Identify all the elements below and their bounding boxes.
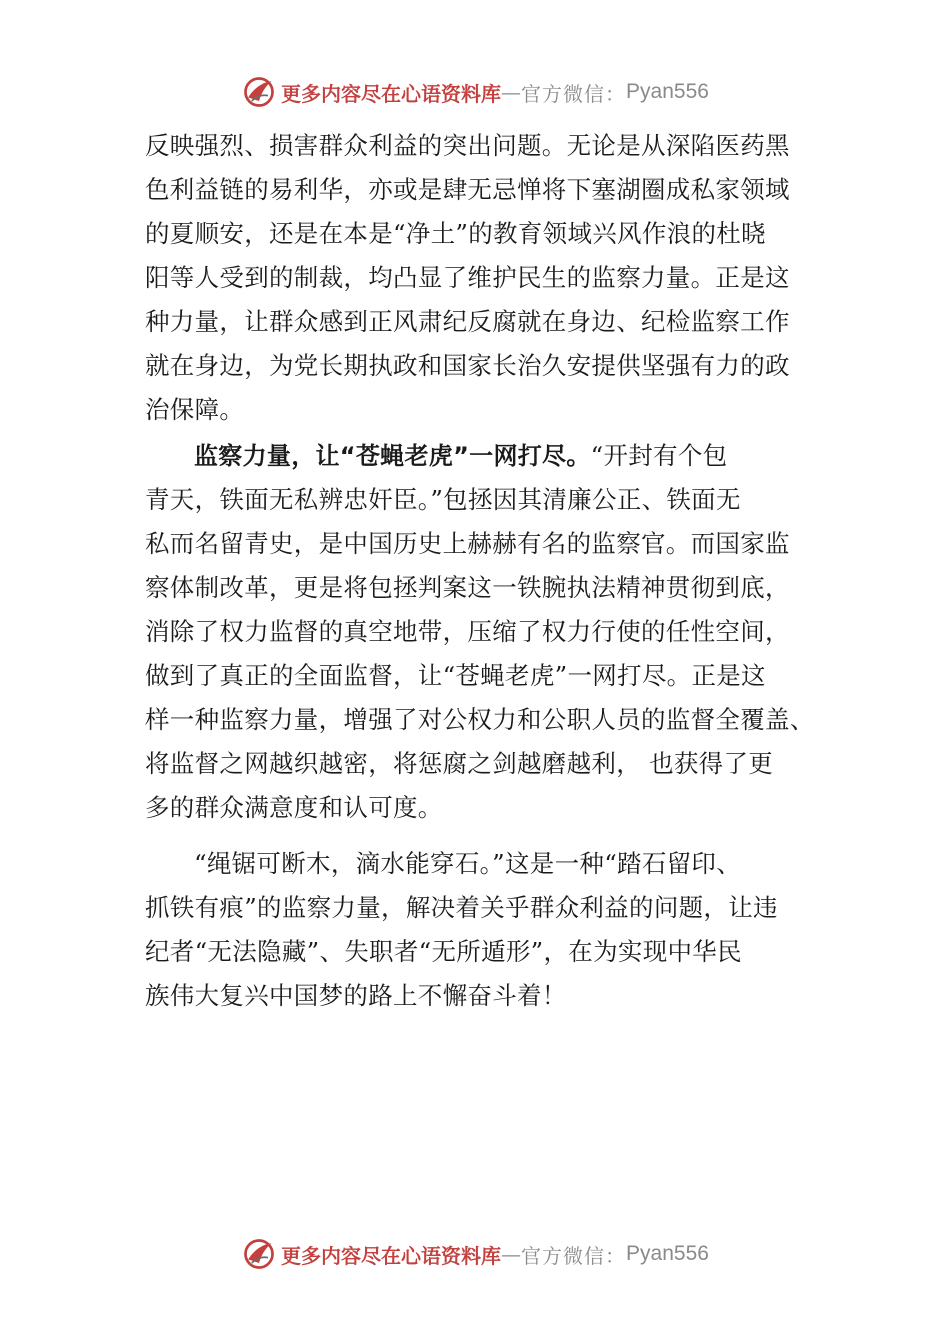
text-line: 做到了真正的全面监督，让“苍蝇老虎”一网打尽。正是这 [145,661,766,690]
text-line: 族伟大复兴中国梦的路上不懈奋斗着！ [145,981,567,1010]
text-line: 多的群众满意度和认可度。 [145,793,443,822]
text-line: 反映强烈、损害群众利益的突出问题。无论是从深陷医药黑 [145,131,790,160]
paragraph-gap [145,830,835,842]
paragraph-2 [145,434,835,830]
footer-brand-text: 更多内容尽在心语资料库 [281,1243,502,1268]
text-line: 色利益链的易利华，亦或是肆无忌惮将下塞湖圈成私家领域 [145,175,790,204]
text-line: 纪者“无法隐藏”、失职者“无所遁形”，在为实现中华民 [145,937,742,966]
header-brand-text: 更多内容尽在心语资料库 [281,81,502,106]
text-line: 治保障。 [145,395,245,424]
text-line: 青天，铁面无私辨忠奸臣。”包拯因其清廉公正、铁面无 [145,485,741,514]
document-body [145,124,835,1018]
text-line: 消除了权力监督的真空地带，压缩了权力行使的任性空间， [145,617,790,646]
paragraph-3 [145,842,835,1018]
text-line: 阳等人受到的制裁，均凸显了维护民生的监察力量。正是这 [145,263,790,292]
text-line: 的夏顺安，还是在本是“净土”的教育领域兴风作浪的杜晓 [145,219,766,248]
footer-separator: — [501,1242,522,1266]
footer-wechat-label: 官方微信： [521,1243,627,1268]
header-wechat-label: 官方微信： [521,81,627,106]
text-line: 样一种监察力量，增强了对公权力和公职人员的监督全覆盖、 [145,705,815,734]
text-line [145,434,835,478]
text-line: 种力量，让群众感到正风肃纪反腐就在身边、纪检监察工作 [145,307,790,336]
brand-logo-icon [241,1236,277,1272]
text-line: 抓铁有痕”的监察力量，解决着关乎群众利益的问题，让违 [145,893,778,922]
text-line: 私而名留青史，是中国历史上赫赫有名的监察官。而国家监 [145,529,790,558]
text-line: “绳锯可断木，滴水能穿石。”这是一种“踏石留印、 [194,849,742,878]
footer-banner [0,1232,950,1276]
text-run: “开封有个包 [590,441,728,470]
text-line: 就在身边，为党长期执政和国家长治久安提供坚强有力的政 [145,351,790,380]
text-line: 察体制改革，更是将包拯判案这一铁腕执法精神贯彻到底， [145,573,790,602]
header-banner [0,70,950,114]
footer-wechat-id: Pyan556 [626,1242,709,1265]
text-line: 将监督之网越织越密，将惩腐之剑越磨越利， 也获得了更 [145,749,774,778]
header-wechat-id: Pyan556 [626,80,709,103]
header-separator: — [501,80,522,104]
brand-logo-icon [241,74,277,110]
section-heading: 监察力量，让“苍蝇老虎”一网打尽。 [194,442,591,470]
paragraph-1 [145,124,835,432]
